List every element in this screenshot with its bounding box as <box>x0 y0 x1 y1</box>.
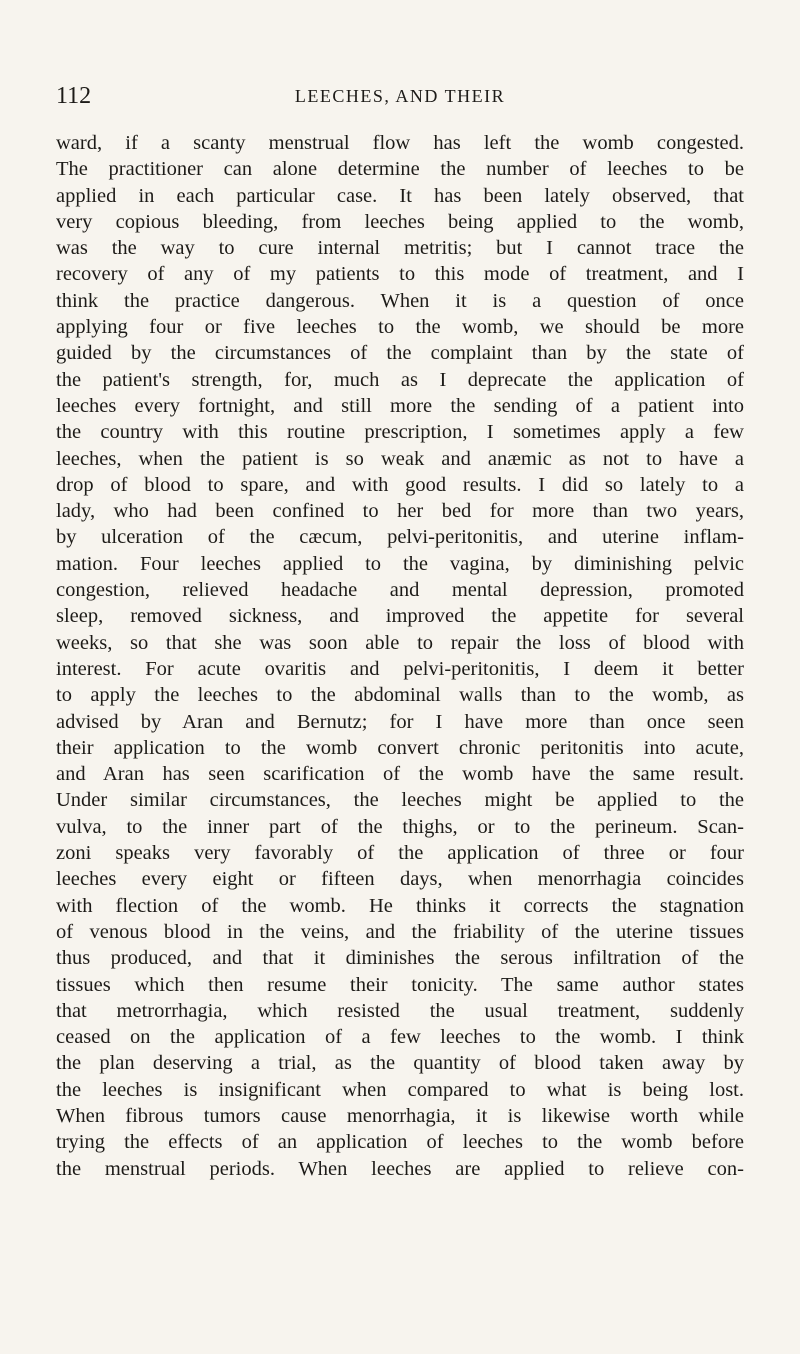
text-line: applying four or five leeches to the womb, we should be more <box>56 316 744 339</box>
text-line: the country with this routine prescription, I sometimes apply a few <box>56 421 744 444</box>
running-head: LEECHES, AND THEIR <box>294 86 506 106</box>
text-line: with flection of the womb. He thinks it corrects the stagnation <box>56 894 744 917</box>
text-line: and Aran has seen scarification of the womb have the same result. <box>56 763 744 786</box>
text-line: trying the effects of an application of leeches to the womb before <box>56 1131 744 1154</box>
text-line: thus produced, and that it diminishes the serous infiltration of the <box>56 947 744 970</box>
text-line: think the practice dangerous. When it is a question of once <box>56 289 744 312</box>
text-line: of venous blood in the veins, and the friability of the uterine tissues <box>56 920 744 943</box>
page-number: 112 <box>56 83 92 109</box>
text-line: sleep, removed sickness, and improved the appetite for several <box>56 605 744 628</box>
text-line: the menstrual periods. When leeches are applied to relieve con- <box>56 1157 744 1180</box>
text-line: recovery of any of my patients to this mode of treatment, and I <box>56 263 744 286</box>
text-line: the leeches is insignificant when compared to what is being lost. <box>56 1078 744 1101</box>
page-header <box>0 76 800 116</box>
text-line: vulva, to the inner part of the thighs, or to the perineum. Scan- <box>56 815 744 838</box>
text-line: was the way to cure internal metritis; but I cannot trace the <box>56 237 744 260</box>
text-line: drop of blood to spare, and with good results. I did so lately to a <box>56 473 744 496</box>
text-line: ward, if a scanty menstrual flow has left the womb congested. <box>56 132 744 154</box>
text-line: to apply the leeches to the abdominal walls than to the womb, as <box>56 684 744 707</box>
text-line: tissues which then resume their tonicity. The same author states <box>56 973 744 996</box>
text-line: The practitioner can alone determine the number of leeches to be <box>56 158 744 181</box>
text-line: leeches every fortnight, and still more the sending of a patient into <box>56 394 744 417</box>
text-line: very copious bleeding, from leeches being applied to the womb, <box>56 210 744 233</box>
text-line: that metrorrhagia, which resisted the usual treatment, suddenly <box>56 999 744 1022</box>
text-line: by ulceration of the cæcum, pelvi-peritonitis, and uterine inflam- <box>56 526 744 549</box>
text-line: the patient's strength, for, much as I deprecate the application of <box>56 368 744 391</box>
text-line: zoni speaks very favorably of the application of three or four <box>56 842 744 865</box>
text-line: When fibrous tumors cause menorrhagia, it is likewise worth while <box>56 1104 744 1127</box>
text-line: congestion, relieved headache and mental depression, promoted <box>56 579 744 602</box>
text-line: their application to the womb convert chronic peritonitis into acute, <box>56 736 744 759</box>
text-line: leeches every eight or fifteen days, when menorrhagia coincides <box>56 868 744 891</box>
text-line: advised by Aran and Bernutz; for I have more than once seen <box>56 710 744 733</box>
text-line: weeks, so that she was soon able to repair the loss of blood with <box>56 631 744 654</box>
text-line: the plan deserving a trial, as the quantity of blood taken away by <box>56 1052 744 1075</box>
text-line: mation. Four leeches applied to the vagina, by diminishing pelvic <box>56 552 744 575</box>
text-line: Under similar circumstances, the leeches might be applied to the <box>56 789 744 812</box>
text-line: interest. For acute ovaritis and pelvi-peritonitis, I deem it better <box>56 657 744 680</box>
body-text <box>56 130 744 1182</box>
text-line: applied in each particular case. It has been lately observed, that <box>56 184 744 207</box>
text-line: leeches, when the patient is so weak and anæmic as not to have a <box>56 447 744 470</box>
text-line: ceased on the application of a few leeches to the womb. I think <box>56 1026 744 1049</box>
text-line: guided by the circumstances of the complaint than by the state of <box>56 342 744 365</box>
text-line: lady, who had been confined to her bed for more than two years, <box>56 500 744 523</box>
